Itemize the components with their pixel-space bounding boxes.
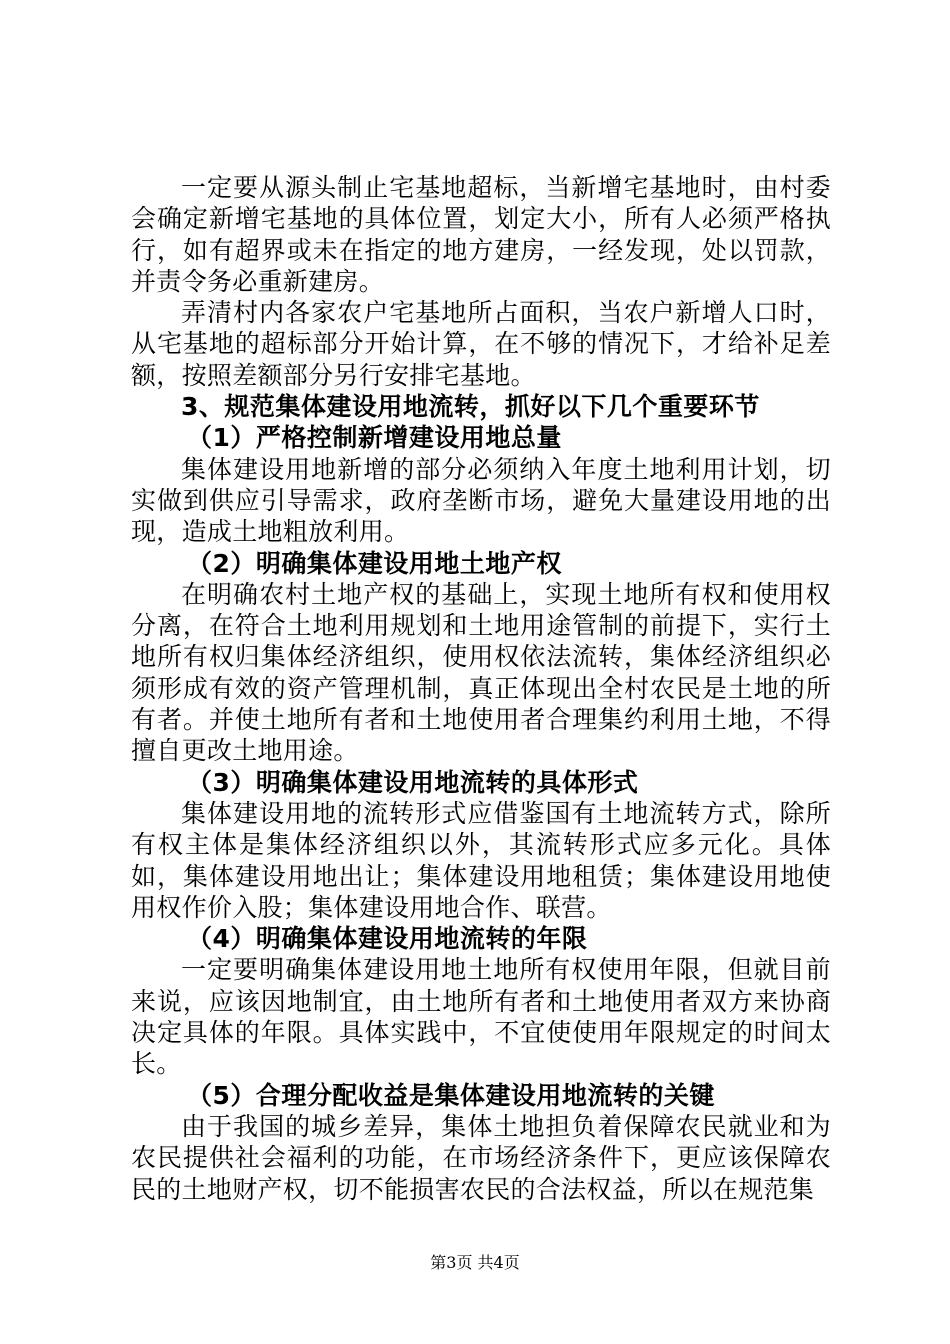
paragraph-homestead-area: 弄清村内各家农户宅基地所占面积，当农户新增人口时，从宅基地的超标部分开始计算，在不够的情况下，才给补足差额，按照差额部分另行安排宅基地。: [131, 298, 831, 390]
paragraph-homestead-control: 一定要从源头制止宅基地超标，当新增宅基地时，由村委会确定新增宅基地的具体位置，划定大小，所有人必须严格执行，如有超界或未在指定的地方建房，一经发现，处以罚款，并责令务必重新建房。: [131, 173, 831, 296]
subsection-heading-3: （3）明确集体建设用地流转的具体形式: [187, 767, 639, 797]
paragraph-new-land-total: 集体建设用地新增的部分必须纳入年度土地利用计划，切实做到供应引导需求，政府垄断市场，避免大量建设用地的出现，造成土地粗放利用。: [131, 454, 831, 547]
paragraph-transfer-forms: 集体建设用地的流转形式应借鉴国有土地流转方式，除所有权主体是集体经济组织以外，其流转形式应多元化。具体如，集体建设用地出让；集体建设用地租赁；集体建设用地使用权作价入股；集体建设用地合作、联营。: [131, 798, 831, 922]
page-number-footer: 第3页 共4页: [430, 1253, 520, 1272]
subsection-heading-5: （5）合理分配收益是集体建设用地流转的关键: [187, 1080, 715, 1110]
paragraph-transfer-term: 一定要明确集体建设用地土地所有权使用年限，但就目前来说，应该因地制宜，由土地所有者和土地使用者双方来协商决定具体的年限。具体实践中，不宜使使用年限规定的时间太长。: [131, 955, 831, 1079]
subsection-heading-4: （4）明确集体建设用地流转的年限: [187, 924, 588, 954]
paragraph-land-property-rights: 在明确农村土地产权的基础上，实现土地所有权和使用权分离，在符合土地利用规划和土地用途管制的前提下，实行土地所有权归集体经济组织，使用权依法流转，集体经济组织必须形成有效的资产管理机制，真正体现出全村农民是土地的所有者。并使土地所有者和土地使用者合理集约利用土地，不得擅自更改土地用途。: [131, 579, 831, 766]
section-heading: 3、规范集体建设用地流转，抓好以下几个重要环节: [181, 392, 760, 422]
document-body: [131, 172, 831, 1205]
subsection-heading-2: （2）明确集体建设用地土地产权: [187, 548, 562, 578]
subsection-heading-1: （1）严格控制新增建设用地总量: [187, 423, 562, 453]
paragraph-revenue-distribution: 由于我国的城乡差异，集体土地担负着保障农民就业和为农民提供社会福利的功能，在市场经济条件下，更应该保障农民的土地财产权，切不能损害农民的合法权益，所以在规范集: [131, 1111, 831, 1204]
